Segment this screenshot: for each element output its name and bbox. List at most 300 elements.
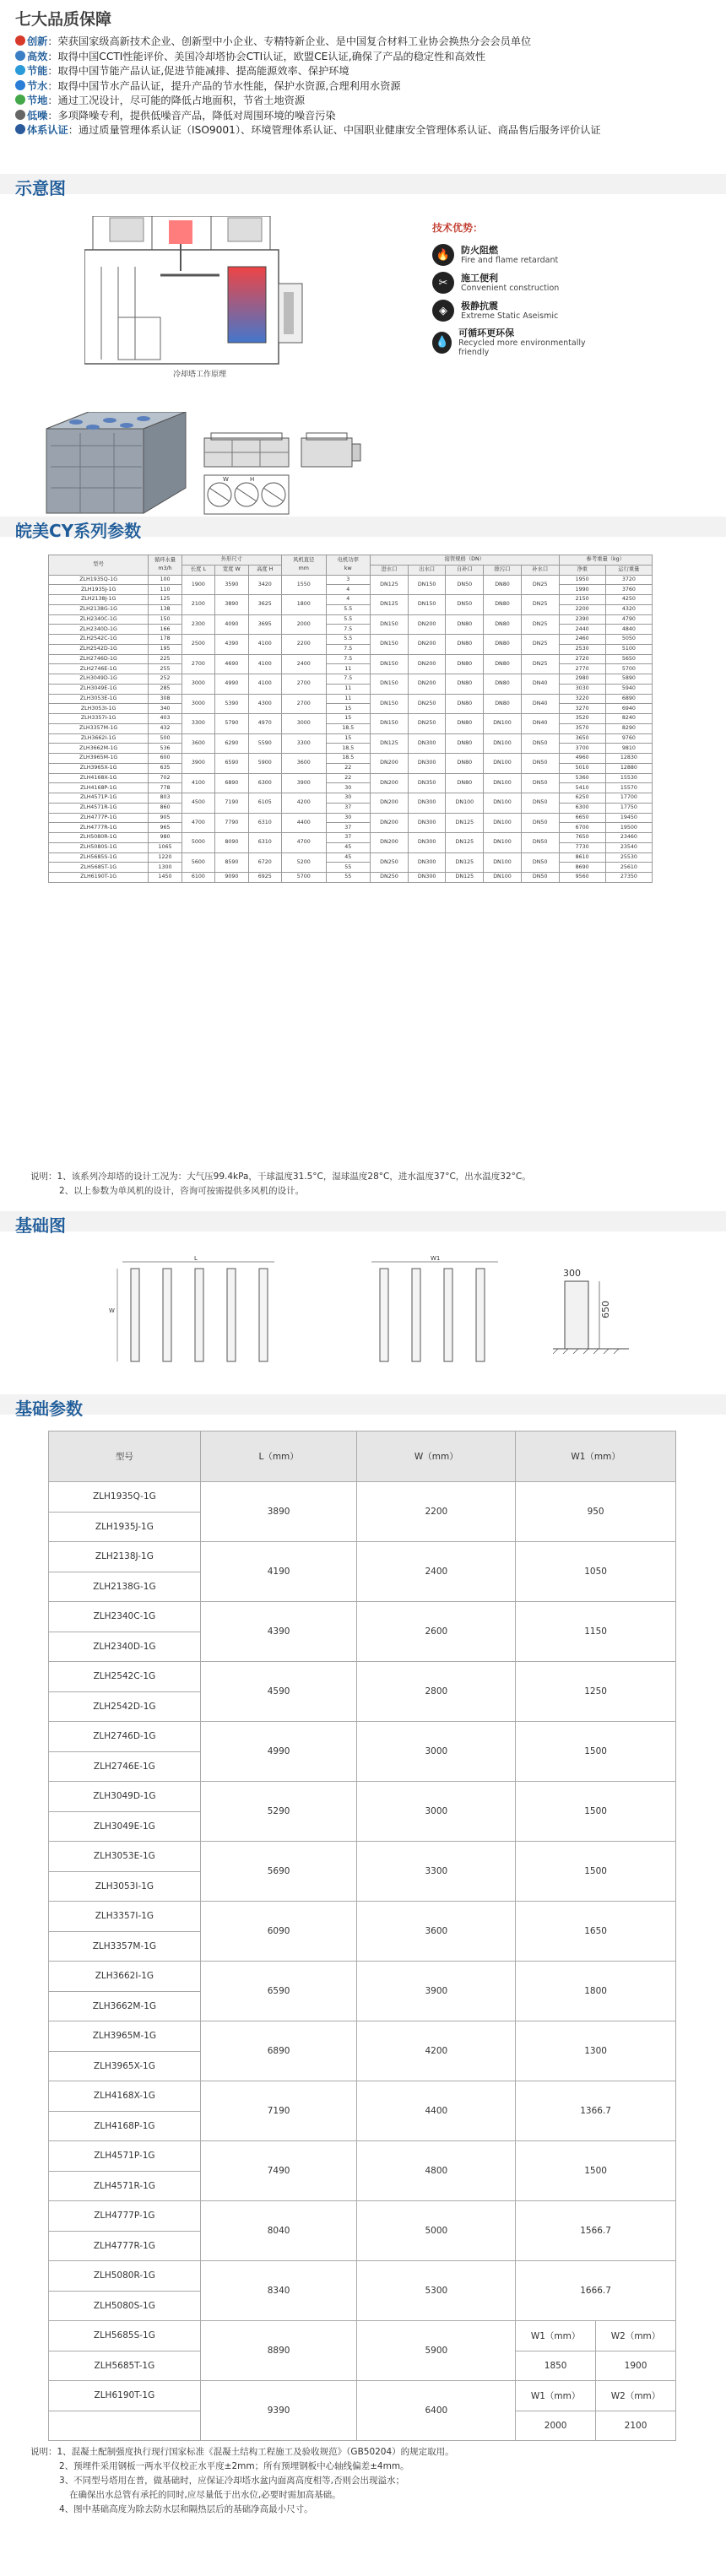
cy-model: ZLH4168X-1G — [49, 773, 149, 783]
cy-run: 15530 — [605, 773, 652, 783]
found-l: 8890 — [200, 2321, 357, 2381]
cy-row — [49, 773, 653, 783]
cy-motor: 7.5 — [326, 674, 371, 685]
guarantee-item — [15, 64, 716, 79]
cy-pipe-drain: DN80 — [484, 575, 522, 595]
cy-flow: 403 — [149, 714, 182, 724]
found-header-bar — [0, 1394, 726, 1415]
guarantee-text: ：取得中国节能产品认证,促进节能减排、提高能源效率、保护环境 — [47, 65, 349, 77]
cy-run: 12830 — [605, 754, 652, 764]
cy-net: 3520 — [559, 714, 605, 724]
cy-h: 3625 — [248, 595, 281, 615]
cy-pipe-out: DN300 — [408, 813, 446, 833]
cy-pipe-drain: DN100 — [484, 813, 522, 833]
cy-fan: 2400 — [281, 654, 326, 674]
guarantee-item — [15, 123, 716, 138]
cy-motor: 18.5 — [326, 754, 371, 764]
found-w: 6400 — [357, 2381, 516, 2441]
cy-pipe-drain: DN100 — [484, 754, 522, 774]
cy-net: 1950 — [559, 575, 605, 585]
diagram-header-bar — [0, 174, 726, 194]
cy-net: 2460 — [559, 635, 605, 645]
found-l: 8340 — [200, 2261, 357, 2321]
cy-pipe-ovf: DN25 — [521, 595, 559, 615]
cy-flow: 965 — [149, 823, 182, 833]
cy-pipe-in: DN150 — [371, 614, 409, 635]
quality-guarantee-section — [15, 7, 716, 138]
cy-pipe-drain: DN80 — [484, 694, 522, 714]
cy-fan: 4200 — [281, 793, 326, 814]
found-row — [49, 2321, 676, 2351]
cy-w: 4990 — [215, 674, 248, 695]
cy-h-drain: 排污口 — [484, 565, 522, 575]
cy-motor: 4 — [326, 585, 371, 595]
cy-pipe-fill: DN80 — [446, 654, 484, 674]
cy-row — [49, 793, 653, 804]
advantage-item — [432, 244, 558, 266]
cy-model: ZLH3965M-1G — [49, 754, 149, 764]
guarantee-key: 节能 — [27, 65, 48, 77]
guarantee-text: ：通过工况设计，尽可能的降低占地面积，节省土地资源 — [47, 95, 306, 106]
cy-motor: 15 — [326, 704, 371, 714]
cy-run: 6890 — [605, 694, 652, 704]
cy-flow: 255 — [149, 664, 182, 674]
cy-notes — [30, 1170, 531, 1199]
cy-pipe-fill: DN80 — [446, 674, 484, 695]
found-model: ZLH3965M-1G — [49, 2021, 201, 2052]
front-elevation-drawing — [203, 431, 291, 469]
found-note-2: 2、预埋件采用钢板一两水平仪校正水平度±2mm；所有预埋钢板中心轴线偏差±4mm。 — [59, 2461, 409, 2471]
guarantee-key: 创新 — [27, 35, 48, 47]
cy-row — [49, 704, 653, 714]
cy-pipe-fill: DN50 — [446, 595, 484, 615]
cy-motor: 15 — [326, 714, 371, 724]
cy-row — [49, 604, 653, 614]
cy-row — [49, 723, 653, 733]
found-model: ZLH3357M-1G — [49, 1931, 201, 1962]
cy-run: 3720 — [605, 575, 652, 585]
cy-pipe-fill: DN80 — [446, 694, 484, 714]
cy-w: 4390 — [215, 635, 248, 655]
cy-h: 5590 — [248, 733, 281, 754]
cy-row — [49, 783, 653, 793]
found-w1-label: W1（mm） — [516, 2381, 596, 2411]
cy-flow: 195 — [149, 644, 182, 654]
found-model: ZLH5080S-1G — [49, 2291, 201, 2321]
cy-pipe-out: DN200 — [408, 614, 446, 635]
cy-flow: 1300 — [149, 863, 182, 873]
found-w1-label: W1（mm） — [516, 2321, 596, 2351]
found-l: 5690 — [200, 1842, 357, 1902]
cy-pipe-out: DN200 — [408, 635, 446, 655]
base-right-label-w1: W1 — [431, 1255, 441, 1262]
cy-h-motor: 电机功率 kw — [326, 555, 371, 576]
cy-run: 5890 — [605, 674, 652, 685]
cy-pipe-in: DN125 — [371, 575, 409, 595]
cy-model: ZLH4168P-1G — [49, 783, 149, 793]
cy-pipe-in: DN150 — [371, 714, 409, 734]
found-w: 5900 — [357, 2321, 516, 2381]
cy-pipe-drain: DN100 — [484, 793, 522, 814]
cy-flow: 225 — [149, 654, 182, 664]
found-model: ZLH5685T-1G — [49, 2351, 201, 2381]
cy-w: 6890 — [215, 773, 248, 793]
cy-h-overflow: 补水口 — [521, 565, 559, 575]
cy-row — [49, 625, 653, 635]
cy-pipe-drain: DN80 — [484, 595, 522, 615]
cy-w: 5390 — [215, 694, 248, 714]
found-model: ZLH6190T-1G — [49, 2381, 201, 2411]
found-w: 4400 — [357, 2081, 516, 2141]
cy-flow: 125 — [149, 595, 182, 605]
found-model: ZLH3049D-1G — [49, 1782, 201, 1812]
cy-motor: 5.5 — [326, 604, 371, 614]
cy-h-inlet: 进水口 — [371, 565, 409, 575]
cy-flow: 702 — [149, 773, 182, 783]
cy-pipe-drain: DN100 — [484, 852, 522, 873]
cy-motor: 30 — [326, 813, 371, 823]
cy-model: ZLH3053E-1G — [49, 694, 149, 704]
cy-flow: 536 — [149, 744, 182, 754]
cy-motor: 11 — [326, 664, 371, 674]
guarantee-text: ：荣获国家级高新技术企业、创新型中小企业、专精特新企业、是中国复合材料工业协会换热分会会员单位 — [47, 35, 532, 47]
cy-w: 4690 — [215, 654, 248, 674]
cy-flow: 150 — [149, 614, 182, 625]
cy-pipe-fill: DN125 — [446, 833, 484, 853]
cy-motor: 5.5 — [326, 614, 371, 625]
cy-l: 6100 — [182, 873, 214, 883]
cy-pipe-fill: DN80 — [446, 733, 484, 754]
found-h-w1: W1（mm） — [516, 1431, 676, 1482]
cy-run: 5940 — [605, 684, 652, 694]
cy-flow: 635 — [149, 763, 182, 773]
found-w: 3900 — [357, 1962, 516, 2021]
cy-fan: 1800 — [281, 595, 326, 615]
found-h-model: 型号 — [49, 1431, 201, 1482]
found-w: 4800 — [357, 2141, 516, 2201]
base-left-label-w: W — [109, 1307, 115, 1314]
cy-motor: 7.5 — [326, 625, 371, 635]
cy-h: 4970 — [248, 714, 281, 734]
cy-model: ZLH5080R-1G — [49, 833, 149, 843]
cy-pipe-fill: DN80 — [446, 635, 484, 655]
cy-net: 2770 — [559, 664, 605, 674]
cy-net: 2150 — [559, 595, 605, 605]
found-w: 3300 — [357, 1842, 516, 1902]
cy-pipe-in: DN200 — [371, 754, 409, 774]
cy-row — [49, 674, 653, 685]
cy-h-L: 长度 L — [182, 565, 214, 575]
cy-flow: 980 — [149, 833, 182, 843]
cy-model: ZLH3357M-1G — [49, 723, 149, 733]
cy-run: 25530 — [605, 852, 652, 863]
cy-pipe-ovf: DN40 — [521, 714, 559, 734]
cy-model: ZLH3965X-1G — [49, 763, 149, 773]
found-w: 3000 — [357, 1782, 516, 1842]
cy-run: 23460 — [605, 833, 652, 843]
cy-flow: 100 — [149, 575, 182, 585]
guarantee-bullet-icon — [15, 110, 25, 120]
guarantee-text: ：取得中国CCTI性能评价、美国冷却塔协会CTI认证，欧盟CE认证,确保了产品的稳定性和高效性 — [47, 50, 486, 62]
found-model: ZLH2746D-1G — [49, 1722, 201, 1752]
cy-pipe-out: DN200 — [408, 674, 446, 695]
cy-net: 1990 — [559, 585, 605, 595]
found-w1-val: 2000 — [516, 2411, 596, 2441]
found-row — [49, 1902, 676, 1932]
found-model: ZLH3965X-1G — [49, 2051, 201, 2081]
cy-run: 5050 — [605, 635, 652, 645]
found-l: 3890 — [200, 1482, 357, 1542]
cy-params-table — [48, 555, 653, 883]
cy-net: 3700 — [559, 744, 605, 754]
cy-flow: 178 — [149, 635, 182, 645]
found-model: ZLH1935J-1G — [49, 1512, 201, 1542]
cy-model: ZLH2542C-1G — [49, 635, 149, 645]
cy-flow: 778 — [149, 783, 182, 793]
cy-pipe-fill: DN125 — [446, 852, 484, 873]
cy-run: 17700 — [605, 793, 652, 804]
cy-pipe-fill: DN50 — [446, 575, 484, 595]
cy-pipe-ovf: DN50 — [521, 733, 559, 754]
cy-w: 3890 — [215, 595, 248, 615]
cy-pipe-ovf: DN50 — [521, 754, 559, 774]
cy-flow: 803 — [149, 793, 182, 804]
cy-row — [49, 714, 653, 724]
cy-pipe-in: DN150 — [371, 635, 409, 655]
cy-run: 27350 — [605, 873, 652, 883]
cy-fan: 4400 — [281, 813, 326, 833]
cy-h-ref: 参考重量（kg） — [559, 555, 652, 566]
found-w2-label: W2（mm） — [596, 2381, 676, 2411]
cy-w: 8590 — [215, 852, 248, 873]
cy-row — [49, 575, 653, 585]
cy-motor: 18.5 — [326, 723, 371, 733]
guarantee-text: ：通过质量管理体系认证（ISO9001）、环境管理体系认证、中国职业健康安全管理体系认证、商品售后服务评价认证 — [68, 124, 601, 136]
cy-motor: 4 — [326, 595, 371, 605]
tech-advantages-title: 技术优势： — [432, 222, 484, 234]
cy-w: 9090 — [215, 873, 248, 883]
cy-run: 9760 — [605, 733, 652, 744]
cy-l: 3600 — [182, 733, 214, 754]
found-w1: 1150 — [516, 1602, 676, 1662]
cy-net: 7650 — [559, 833, 605, 843]
cy-pipe-drain: DN100 — [484, 833, 522, 853]
cy-pipe-fill: DN80 — [446, 614, 484, 635]
cy-pipe-in: DN150 — [371, 654, 409, 674]
cy-pipe-out: DN300 — [408, 793, 446, 814]
advantage-item — [432, 300, 558, 322]
cy-model: ZLH3049E-1G — [49, 684, 149, 694]
cy-model: ZLH4571R-1G — [49, 803, 149, 813]
found-w: 2400 — [357, 1542, 516, 1602]
advantage-en: Recycled more environmentally friendly — [458, 338, 586, 357]
cy-pipe-ovf: DN40 — [521, 674, 559, 695]
found-model: ZLH2340C-1G — [49, 1602, 201, 1632]
cy-pipe-out: DN350 — [408, 773, 446, 793]
found-model: ZLH5080R-1G — [49, 2261, 201, 2292]
cy-row — [49, 684, 653, 694]
cy-motor: 5.5 — [326, 635, 371, 645]
cy-flow: 308 — [149, 694, 182, 704]
advantage-en: Convenient construction — [461, 284, 560, 293]
cy-h: 5900 — [248, 754, 281, 774]
cy-w: 8090 — [215, 833, 248, 853]
cy-pipe-drain: DN100 — [484, 714, 522, 734]
found-w: 3000 — [357, 1722, 516, 1782]
cy-model: ZLH1935Q-1G — [49, 575, 149, 585]
cy-motor: 55 — [326, 873, 371, 883]
guarantee-bullet-icon — [15, 95, 25, 105]
base-height-650: 650 — [600, 1301, 611, 1318]
cy-row — [49, 833, 653, 843]
cy-pipe-fill: DN100 — [446, 793, 484, 814]
cy-row — [49, 694, 653, 704]
cy-h: 6925 — [248, 873, 281, 883]
found-note-1: 说明：1、混凝土配制强度执行现行国家标准《混凝土结构工程施工及验收规范》（GB50204）的规定取用。 — [30, 2447, 454, 2457]
cy-net: 9560 — [559, 873, 605, 883]
cy-model: ZLH3049D-1G — [49, 674, 149, 685]
drawing-label-w: W — [223, 476, 229, 483]
cy-fan: 4700 — [281, 833, 326, 853]
cy-w: 4090 — [215, 614, 248, 635]
cy-net: 3270 — [559, 704, 605, 714]
cy-fan: 3900 — [281, 773, 326, 793]
cy-flow: 860 — [149, 803, 182, 813]
cy-pipe-in: DN150 — [371, 674, 409, 695]
found-model: ZLH3662M-1G — [49, 1991, 201, 2021]
guarantee-bullet-icon — [15, 80, 25, 90]
base-plan-left — [106, 1253, 291, 1367]
found-l: 6590 — [200, 1962, 357, 2021]
found-w1: 1650 — [516, 1902, 676, 1962]
found-note-4: 4、图中基础高度为除去防水层和隔热层后的基础净高最小尺寸。 — [59, 2504, 313, 2514]
cy-model: ZLH4571P-1G — [49, 793, 149, 804]
cy-row — [49, 654, 653, 664]
found-w2-val: 2100 — [596, 2411, 676, 2441]
found-notes — [30, 2445, 454, 2517]
found-w1: 1300 — [516, 2021, 676, 2081]
cy-net: 3650 — [559, 733, 605, 744]
cy-h-model: 型号 — [49, 555, 149, 576]
found-l: 9390 — [200, 2381, 357, 2441]
cy-motor: 22 — [326, 773, 371, 783]
found-row — [49, 1602, 676, 1632]
found-l: 7190 — [200, 2081, 357, 2141]
cy-fan: 5700 — [281, 873, 326, 883]
cy-run: 15570 — [605, 783, 652, 793]
cy-h: 4300 — [248, 694, 281, 714]
cy-h-net: 净重 — [559, 565, 605, 575]
cy-l: 5000 — [182, 833, 214, 853]
cy-run: 23540 — [605, 842, 652, 852]
tech-advantages — [432, 220, 601, 389]
cy-pipe-fill: DN125 — [446, 813, 484, 833]
advantage-zh: 防火阻燃 — [461, 245, 498, 256]
cy-model: ZLH3053I-1G — [49, 704, 149, 714]
cy-pipe-in: DN200 — [371, 773, 409, 793]
cy-h-fan: 风机直径 mm — [281, 555, 326, 576]
cy-motor: 11 — [326, 684, 371, 694]
cy-flow: 340 — [149, 704, 182, 714]
found-l: 5290 — [200, 1782, 357, 1842]
found-row — [49, 2381, 676, 2411]
cy-flow: 110 — [149, 585, 182, 595]
cy-flow: 600 — [149, 754, 182, 764]
cy-model: ZLH2340C-1G — [49, 614, 149, 625]
cy-run: 5650 — [605, 654, 652, 664]
guarantee-key: 体系认证 — [27, 124, 68, 136]
cy-motor: 45 — [326, 852, 371, 863]
cy-pipe-out: DN300 — [408, 833, 446, 853]
cy-pipe-drain: DN80 — [484, 635, 522, 655]
found-row — [49, 2141, 676, 2172]
guarantee-key: 节地 — [27, 95, 48, 106]
found-model: ZLH2746E-1G — [49, 1751, 201, 1782]
cy-flow: 905 — [149, 813, 182, 823]
cy-run: 8290 — [605, 723, 652, 733]
cy-model: ZLH2746E-1G — [49, 664, 149, 674]
cy-h-pipe: 接管规格（DN） — [371, 555, 559, 566]
cy-h: 3420 — [248, 575, 281, 595]
found-model: ZLH3049E-1G — [49, 1811, 201, 1842]
cy-pipe-ovf: DN25 — [521, 654, 559, 674]
cy-pipe-ovf: DN50 — [521, 833, 559, 853]
cy-motor: 45 — [326, 842, 371, 852]
found-model: ZLH2138J-1G — [49, 1542, 201, 1572]
cy-row — [49, 595, 653, 605]
cy-pipe-out: DN200 — [408, 654, 446, 674]
cy-net: 5360 — [559, 773, 605, 783]
base-left-label-l: L — [194, 1255, 198, 1262]
cy-fan: 3000 — [281, 714, 326, 734]
cy-net: 6700 — [559, 823, 605, 833]
cy-net: 8690 — [559, 863, 605, 873]
guarantee-key: 高效 — [27, 50, 48, 62]
found-w: 2200 — [357, 1482, 516, 1542]
found-w1: 1050 — [516, 1542, 676, 1602]
cy-model: ZLH3357I-1G — [49, 714, 149, 724]
found-model: ZLH4571P-1G — [49, 2141, 201, 2172]
cy-h: 4100 — [248, 654, 281, 674]
cy-net: 3030 — [559, 684, 605, 694]
advantage-item — [432, 272, 559, 294]
cy-pipe-fill: DN80 — [446, 754, 484, 774]
cy-motor: 55 — [326, 863, 371, 873]
cy-pipe-out: DN250 — [408, 714, 446, 734]
found-row — [49, 1842, 676, 1872]
cy-l: 2500 — [182, 635, 214, 655]
cy-row — [49, 813, 653, 823]
cy-pipe-drain: DN80 — [484, 654, 522, 674]
cy-l: 4500 — [182, 793, 214, 814]
found-l: 6090 — [200, 1902, 357, 1962]
cy-title: 皖美CY系列参数 — [15, 521, 142, 541]
cy-pipe-in: DN200 — [371, 813, 409, 833]
cy-h-outlet: 出水口 — [408, 565, 446, 575]
cy-fan: 3600 — [281, 754, 326, 774]
found-row — [49, 2081, 676, 2112]
cy-l: 3900 — [182, 754, 214, 774]
cy-net: 2390 — [559, 614, 605, 625]
found-w1: 1366.7 — [516, 2081, 676, 2141]
cy-net: 5410 — [559, 783, 605, 793]
cy-fan: 2700 — [281, 674, 326, 695]
cy-run: 8240 — [605, 714, 652, 724]
cy-run: 5100 — [605, 644, 652, 654]
cy-row — [49, 763, 653, 773]
cy-h: 6105 — [248, 793, 281, 814]
cy-pipe-fill: DN125 — [446, 873, 484, 883]
